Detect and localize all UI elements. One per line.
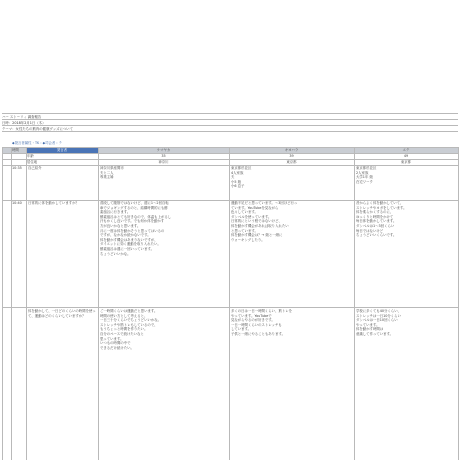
text-line: 小5 娘 [231, 179, 242, 184]
text-line: 4人家族 [231, 170, 244, 175]
grid-line [2, 131, 458, 132]
text-line: 体を動かして、一日どのくらいの時間を使って、運動はどのくらいしていますか？ [28, 309, 96, 318]
attr-residence-1: 神奈川 [158, 159, 169, 164]
grid-line [2, 119, 458, 120]
text-line: 方が良いかなと思います。 [100, 223, 141, 228]
text-line: ゆっくりと時間をかけて [356, 214, 394, 219]
text-line: 東京都杉並区 [231, 166, 252, 170]
report-theme: テーマ：女性たちの筋肉の健康グッズについて [2, 127, 73, 131]
row2-answer-1 [100, 201, 227, 256]
text-line: 子供と一緒にやることもあります。 [231, 331, 285, 336]
text-line: ちょうどいいくらいです。 [356, 233, 397, 238]
row1-answer-3 [356, 166, 456, 184]
grid-line [2, 113, 458, 114]
text-line: いつもの時間の中で [100, 341, 131, 346]
grid-line [229, 147, 230, 460]
text-line: 素風呂に行きます。 [100, 210, 131, 215]
row2-answer-3 [356, 201, 456, 238]
text-line: やっています。YouTubeで [231, 313, 272, 318]
text-line: ています。YouTubeを見ながら [231, 205, 279, 210]
attr-residence-2: 東京都 [286, 159, 297, 164]
text-line: ですが、なかなか続かないです。 [100, 233, 151, 238]
grid-line [458, 147, 459, 460]
row2-time: 10:40 [12, 201, 22, 205]
row2-question: 日常的に体を動かしていますか？ [28, 201, 79, 205]
row1-question: 自己紹介 [28, 166, 42, 170]
text-line: 東京都杉並区 [356, 166, 377, 170]
header-time: 時間 [12, 147, 19, 152]
text-line: と思っています。 [231, 228, 258, 233]
grid-line [2, 147, 3, 460]
text-line: ダンベルは1～3回くらい [356, 223, 395, 228]
text-line: やっています。 [356, 322, 380, 327]
grid-line [2, 153, 458, 154]
text-line: できるだけ続けたい。 [100, 345, 134, 350]
text-line: 自分のペースで続けたいなと [100, 331, 144, 336]
text-line: 2人家族 [356, 170, 369, 175]
attr-age-3: 49 [403, 153, 409, 158]
attr-age-2: 39 [289, 153, 294, 158]
text-line: 一日一時間くらいのストレッチも [231, 322, 282, 327]
text-line: 毎日体を動かしています。 [356, 219, 397, 224]
text-line: 月に一度は体を動かそうと思ってはいるの [100, 228, 165, 233]
text-line: ダンベルは一日10回くらい [356, 318, 398, 323]
row3-answer-1 [100, 309, 227, 350]
text-line: 毎日ではないけど [356, 228, 384, 233]
text-line: 汗もかくし良いです。でも何か体を動かす [100, 219, 165, 224]
text-line: 時間の使い方として考えると、 [100, 313, 148, 318]
report-date: 日時：2018年2月1日（木） [2, 121, 46, 125]
text-line: 体を動かす機会があれば取り入れたい [231, 223, 289, 228]
text-line: 体を柔らかくするのに、 [356, 210, 394, 215]
text-line: ちょうどいいかな。 [100, 251, 131, 256]
attr-age-1: 35 [161, 153, 166, 158]
text-line: 車でジョギングするのと、結構時間的にも酵 [100, 205, 168, 210]
text-line: 多くの日は一日一時間くらい、筋トレを [231, 309, 293, 313]
text-line: しています。 [231, 327, 252, 332]
text-line: 体を動かす時間は [356, 327, 384, 332]
text-line: もうちょっと時間を作りたい。 [100, 327, 148, 332]
text-line: 夫 [231, 175, 235, 180]
row1-answer-1 [100, 166, 227, 180]
text-line: 見ながらやるのが好きです。 [231, 318, 275, 323]
row3-answer-3 [356, 309, 456, 337]
section-title: ◆発言者属性・TK : ◆司会者 : テ [12, 141, 63, 145]
text-line: 意識して作っています。 [356, 331, 394, 336]
header-respondent-3: エテ [402, 147, 410, 152]
report-title: ハー ストーリィ 調査報告 [2, 115, 42, 119]
text-line: 一日三十分くらいでちょうどいいかな。 [100, 318, 162, 323]
grid-line [98, 147, 99, 460]
grid-line [2, 200, 458, 201]
row3-answer-2 [231, 309, 352, 337]
header-respondent-1: ケマヤカ [156, 147, 171, 152]
text-line: 思っています。 [100, 336, 124, 341]
grid-line [2, 165, 458, 166]
text-line: 運動不足だと思っています。～3回ほど行っ [231, 201, 298, 205]
text-line: 夫と二人 [100, 170, 114, 175]
text-line: 小6 息子 [231, 184, 245, 189]
row1-answer-2 [231, 166, 352, 189]
attr-label-residence: 居住地 [27, 159, 38, 164]
grid-line [2, 159, 458, 160]
text-line: ダイエットに効く運動を取り入れたい。 [100, 242, 161, 247]
text-line: ストレッチやヨガをしています。 [356, 205, 407, 210]
text-line: 体を動かす機会はあまりないですが、 [100, 237, 158, 242]
text-line: 神奈川県座間市 [100, 166, 124, 170]
text-line: 昔からよく体を動かしていて、 [356, 201, 404, 205]
text-line: 大学1年 娘 [356, 175, 373, 180]
attr-residence-3: 東京都 [400, 159, 412, 164]
text-line: ダンベルを使っています。 [231, 214, 272, 219]
text-line: 体を動かす機会は？→ 娘と一緒に [231, 233, 283, 238]
grid-line [2, 147, 458, 148]
text-line: 日常的にという程ではないけど、 [231, 219, 282, 224]
text-line: 学校に多くても40分くらい、 [356, 309, 402, 313]
text-line: 酵素風呂は週に一回いっています。 [100, 246, 154, 251]
text-line: 専業主婦 [100, 175, 114, 180]
text-line: 普段して腹筋ではないけど、週に1～2回自転 [100, 201, 169, 205]
text-line: ストレッチは一日10分くらい [356, 313, 401, 318]
grid-line [2, 307, 458, 308]
header-respondent-2: キヨハラ [284, 147, 299, 152]
grid-line [11, 147, 12, 460]
text-line: 色々しています。 [231, 210, 258, 215]
grid-line [354, 147, 355, 460]
text-line: ご一時間くらいは運動だと思います。 [100, 309, 158, 313]
text-line: 在宅ワーク [356, 179, 373, 184]
grid-line [26, 147, 27, 460]
text-line: 酵素風呂はとても好きなので、体温も上がるし [100, 214, 172, 219]
header-question: 発言者 [56, 147, 68, 152]
row1-time: 10:35 [12, 166, 22, 170]
grid-line [2, 125, 458, 126]
text-line: ストレッチや筋トレもしているので、 [100, 322, 158, 327]
attr-label-age: 年齢 [27, 153, 34, 158]
row3-question [28, 309, 96, 318]
row2-answer-2 [231, 201, 352, 242]
text-line: ウォーキングしたり。 [231, 237, 265, 242]
